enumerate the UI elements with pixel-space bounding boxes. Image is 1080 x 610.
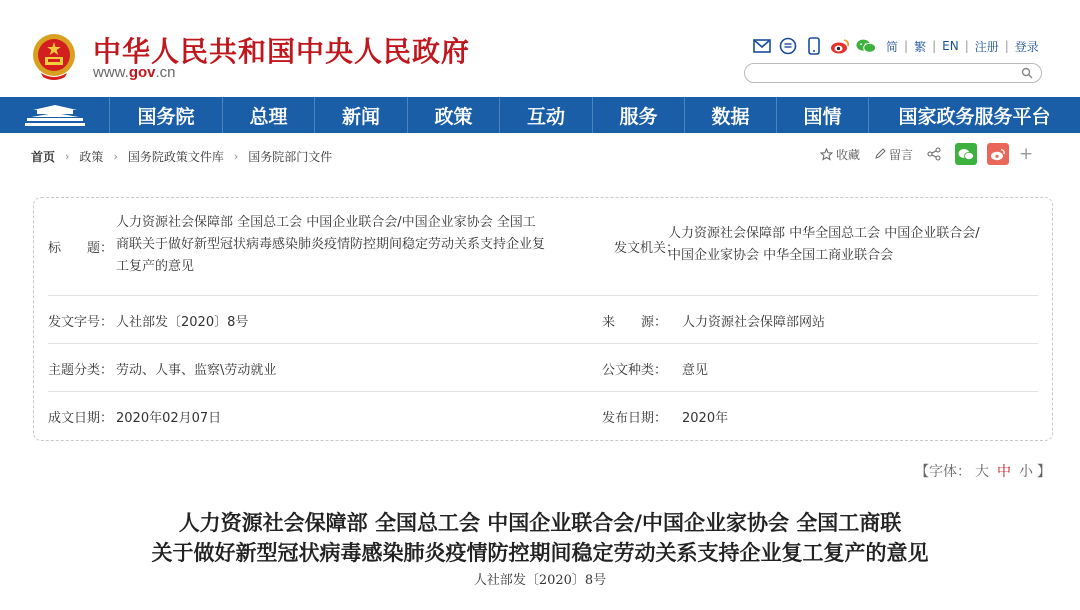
type-label: 公文种类：: [602, 363, 668, 378]
source-label: 来 源：: [602, 315, 668, 330]
nav-item-policy[interactable]: 政策: [408, 97, 500, 133]
font-size-switcher: 【字体： 大 中 小 】: [915, 464, 1051, 480]
pub-date-label: 发布日期：: [602, 411, 668, 426]
docno-value: 人社部发〔2020〕8号: [116, 315, 249, 330]
national-emblem-icon[interactable]: [29, 31, 79, 81]
font-size-small[interactable]: 小: [1019, 464, 1033, 480]
more-share-icon[interactable]: +: [1019, 144, 1034, 164]
weibo-icon[interactable]: [830, 37, 850, 55]
source-value: 人力资源社会保障部网站: [682, 315, 826, 330]
breadcrumb-policy[interactable]: 政策: [79, 150, 104, 164]
link-login[interactable]: 登录: [1014, 39, 1039, 54]
site-url: www.gov.cn: [93, 64, 176, 81]
comment-button[interactable]: 留言: [874, 146, 913, 163]
pub-date-value: 2020年: [682, 411, 729, 426]
nav-item-service-platform[interactable]: 国家政务服务平台: [898, 105, 1051, 128]
weibo-share-icon[interactable]: [987, 143, 1009, 165]
wechat-icon[interactable]: [856, 37, 876, 55]
share-toolbar: [820, 143, 1033, 165]
pencil-icon: [874, 148, 886, 160]
chevron-right-icon: ›: [65, 150, 70, 163]
document-title-line-1: 人力资源社会保障部 全国总工会 中国企业联合会/中国企业家协会 全国工商联: [178, 510, 902, 535]
font-size-medium[interactable]: 中: [997, 464, 1011, 480]
message-icon[interactable]: [778, 37, 798, 55]
org-value: 人力资源社会保障部 中华全国总工会 中国企业联合会/ 中国企业家协会 中华全国工商业联合会: [668, 226, 980, 263]
link-traditional[interactable]: 繁: [914, 39, 927, 54]
nav-item-services[interactable]: 服务: [593, 97, 685, 133]
breadcrumb-department-docs[interactable]: 国务院部门文件: [248, 150, 333, 164]
mail-icon[interactable]: [752, 37, 772, 55]
org-label: 发文机关：: [614, 241, 680, 256]
type-value: 意见: [682, 363, 709, 378]
nav-item-interaction[interactable]: 互动: [500, 97, 593, 133]
mobile-icon[interactable]: [804, 37, 824, 55]
search-input[interactable]: [744, 63, 1042, 83]
link-register[interactable]: 注册: [974, 39, 999, 54]
link-english[interactable]: EN: [942, 39, 959, 53]
tiananmen-logo-icon[interactable]: [0, 97, 110, 133]
star-icon: [820, 148, 833, 161]
made-date-value: 2020年02月07日: [116, 411, 222, 426]
chevron-right-icon: ›: [113, 150, 118, 163]
site-header: [0, 0, 1080, 97]
topic-value: 劳动、人事、监察\劳动就业: [116, 363, 277, 378]
chevron-right-icon: ›: [233, 150, 239, 163]
title-value: 人力资源社会保障部 全国总工会 中国企业联合会/中国企业家协会 全国工 商联关于做好新型冠状病毒感染肺炎疫情防控期间稳定劳动关系支持企业复 工复产的意见: [116, 215, 546, 274]
header-links: 简 | 繁 | EN | 注册 | 登录: [886, 39, 1039, 54]
font-size-large[interactable]: 大: [975, 464, 989, 480]
nav-item-news[interactable]: 新闻: [315, 97, 408, 133]
share-icon[interactable]: [927, 147, 941, 161]
title-label: 标 题：: [48, 241, 114, 256]
nav-item-state-council[interactable]: 国务院: [110, 97, 223, 133]
docno-label: 发文字号：: [48, 315, 114, 330]
search-icon[interactable]: [1021, 67, 1033, 79]
nav-item-premier[interactable]: 总理: [223, 97, 315, 133]
topic-label: 主题分类：: [48, 363, 114, 378]
site-title[interactable]: 中华人民共和国中央人民政府: [93, 35, 471, 68]
link-simplified[interactable]: 简: [886, 39, 899, 54]
breadcrumb-policy-library[interactable]: 国务院政策文件库: [127, 150, 224, 164]
breadcrumb: [31, 148, 332, 165]
nav-item-data[interactable]: 数据: [685, 97, 777, 133]
nav-item-national-info[interactable]: 国情: [777, 97, 869, 133]
header-tools: [752, 36, 1039, 56]
breadcrumb-home[interactable]: 首页: [31, 150, 56, 164]
document-number: 人社部发〔2020〕8号: [473, 573, 607, 588]
made-date-label: 成文日期：: [48, 411, 114, 426]
document-title-line-2: 关于做好新型冠状病毒感染肺炎疫情防控期间稳定劳动关系支持企业复工复产的意见: [151, 540, 929, 565]
main-nav: [0, 97, 1080, 133]
wechat-share-icon[interactable]: [955, 143, 977, 165]
document-info-box: [33, 197, 1053, 441]
favorite-button[interactable]: 收藏: [820, 146, 860, 163]
